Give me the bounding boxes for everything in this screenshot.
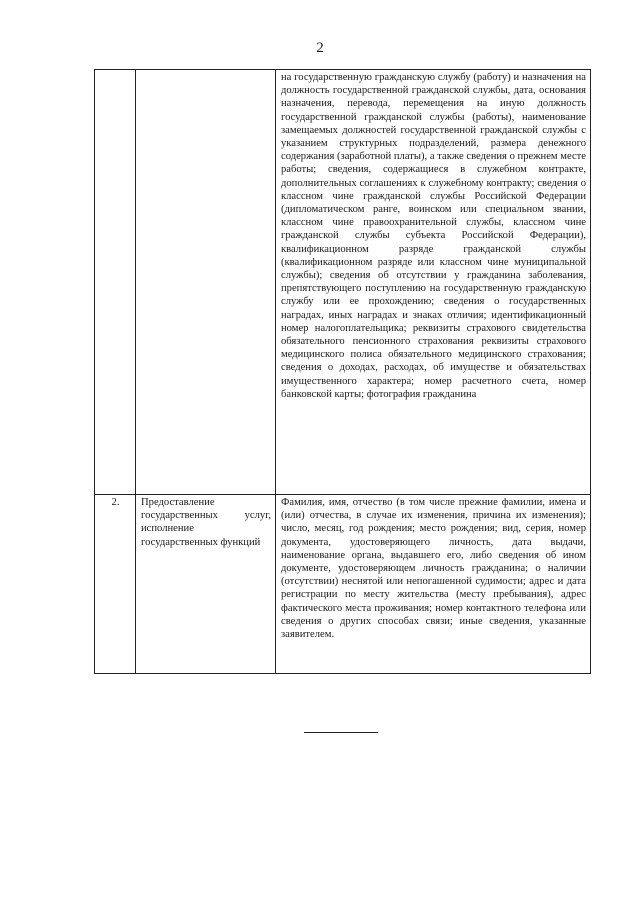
- page-number: 2: [316, 40, 324, 56]
- closing-line-divider: [304, 732, 378, 733]
- row-number-cell: 2.: [95, 495, 136, 674]
- table-row: [95, 70, 591, 495]
- row-name-cell: [136, 70, 276, 495]
- row-name-cell: Предоставление государственных услуг, исполнение государственных функций: [136, 495, 276, 674]
- row-content-cell: на государственную гражданскую службу (работу) и назначения на должность государственной гражданской службы, дата, основания назначения, перевода, перемещения на иную должность государственной гражданской службы (работы), наименование замещаемых должностей государственной гражданской службы с указанием структурных подразделений, размера денежного содержания (заработной платы), а также сведения о прежнем месте работы; сведения, содержащиеся в служебном контракте, дополнительных соглашениях к служебному контракту; сведения о классном чине гражданской службы Российской Федерации (дипломатическом ранге, воинском или специальном звании, классном чине правоохранительной службы, классном чине гражданской службы субъекта Российской Федерации), квалификационном разряде гражданской службы (квалификационном разряде или классном чине муниципальной службы); сведения об отсутствии у гражданина заболевания, препятствующего поступлению на государственную гражданскую службу или ее прохождению; сведения о государственных наградах, иных наградах и знаках отличия; идентификационный номер налогоплательщика; реквизиты страхового свидетельства обязательного пенсионного страхования реквизиты страхового медицинского полиса обязательного медицинского страхования; сведения о доходах, расходах, об имуществе и обязательствах имущественного характера; номер расчетного счета, номер банковской карты; фотография гражданина: [276, 70, 591, 495]
- table-row: [95, 495, 591, 674]
- row-number-cell: [95, 70, 136, 495]
- data-table: [94, 69, 591, 674]
- row-content-cell: Фамилия, имя, отчество (в том числе прежние фамилии, имена и (или) отчества, в случае их изменения, причина их изменения); число, месяц, год рождения; место рождения; вид, серия, номер документа, удостоверяющего личность, дата выдачи, наименование органа, выдавшего его, либо сведения об ином документе, удостоверяющем личность гражданина; о наличии (отсутствии) неснятой или непогашенной судимости; адрес и дата регистрации по месту жительства (месту пребывания), адрес фактического места проживания; номер контактного телефона или сведения о других способах связи; иные сведения, указанные заявителем.: [276, 495, 591, 674]
